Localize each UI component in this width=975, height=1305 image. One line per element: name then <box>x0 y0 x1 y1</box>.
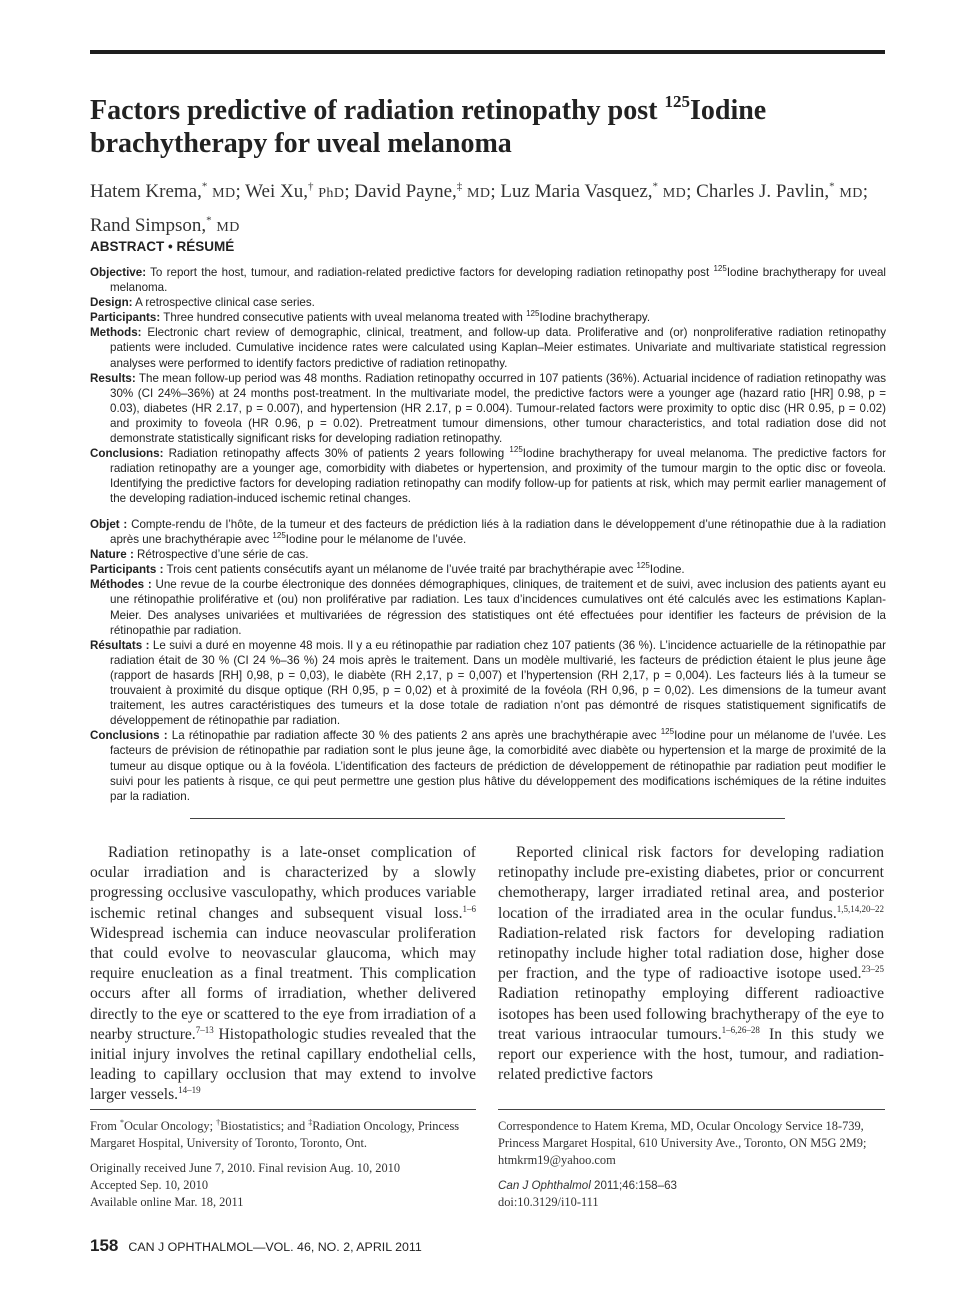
body-column-right <box>498 843 884 1085</box>
abstract-section-text: Rétrospective d’une série de cas. <box>133 548 309 562</box>
footnote-rule-right <box>498 1109 885 1110</box>
abstract-heading: ABSTRACT • RÉSUMÉ <box>90 239 235 254</box>
isotope-superscript: 125 <box>713 264 727 274</box>
abstract-section <box>90 446 886 506</box>
author-list <box>90 174 890 241</box>
correspondence-notes <box>498 1118 888 1211</box>
article-title: Factors predictive of radiation retinopathy post $^{125}$Iodine brachytherapy for uveal melanoma <box>90 91 767 159</box>
body-paragraph: Reported clinical risk factors for developing radiation retinopathy include pre-existing diabetes, prior or concurrent chemotherapy, larger irradiated retinal area, and posterior location of the irradiated area in the ocular fundus.$^{1,5,14,20-22}$ Radiation-related risk factors for developing radiation retinopathy include higher total radiation dose, higher dose per fraction, and the type of radioactive isotope used.$^{23-25}$ Radiation retinopathy employing different radioactive isotopes has been used following brachytherapy of the eye to treat various intraocular tumours.$^{1-6,26-28}$ In this study we report our experience with the host, tumour, and radiation-related predictive factors <box>498 844 884 1084</box>
page-footer <box>90 1236 422 1256</box>
body-column-left <box>90 843 476 1106</box>
abstract-section <box>90 562 886 577</box>
author-entry <box>696 181 868 202</box>
author-entry <box>90 181 245 202</box>
top-rule <box>90 50 885 54</box>
abstract-section-text: Iodine pour un mélanome de l’uvée. Les facteurs de prévision de rétinopathie par radiation sont le plus jeune âge, la comorbidité avec diabète ou hypertension et la marge de proximité de la tumeur au disque optique ou à la fovéola. L’identification des facteurs de prédiction de développement de rétinopathie par radiation peut modifier le suivi pour les patients à risque, ce qui peut permettre une gestion plus hâtive du développement des modifications ischémiques de la rétine induites par la radiation. <box>110 729 886 803</box>
abstract-section-label: Conclusions : <box>90 729 168 743</box>
abstract-section-text: Iodine brachytherapy for uveal melanoma. The predictive factors for radiation retinopathy are a younger age, comorbidity with diabetes or hypertension, and proximity of the tumour margin to the optic disc or foveola. Identifying the predictive factors for developing radiation retinopathy can modify follow-up for patients at risk, which may permit earlier management of the developing radiation-induced ischemic retinal changes. <box>110 447 886 506</box>
author-separator: ; <box>686 181 697 203</box>
doi-text: doi:10.3129/i10-111 <box>498 1195 599 1209</box>
abstract-section-text: Radiation retinopathy affects 30% of patients 2 years following <box>163 447 510 461</box>
abstract-section-text: Three hundred consecutive patients with uveal melanoma treated with <box>160 311 527 325</box>
abstract-english <box>90 265 886 507</box>
author-degree: PhD <box>318 186 345 202</box>
author-name: David Payne, <box>354 181 457 203</box>
abstract-section-text: Iodine brachytherapy for uveal melanoma. <box>110 266 886 295</box>
abstract-section-label: Nature : <box>90 548 134 562</box>
abstract-section-text: Iodine brachytherapy. <box>539 311 651 325</box>
affiliation-mark: * <box>829 181 835 193</box>
affiliation-mark: † <box>308 181 314 193</box>
abstract-section-text: A retrospective clinical case series. <box>132 296 315 310</box>
abstract-section-text: Electronic chart review of demographic, clinical, treatment, and follow-up data. Proliferative and (or) nonproliferative radiation retinopathy patients were included. Cumulative incidence rates were calculated using Kaplan–Meier estimates. Univariate and multivariate statistical regression analyses were performed to identify factors predictive of radiation retinopathy. <box>110 326 886 370</box>
section-divider <box>190 818 785 819</box>
author-degree: MD <box>212 186 236 202</box>
author-degree: MD <box>662 186 687 202</box>
abstract-section-label: Design: <box>90 296 133 310</box>
author-degree: MD <box>839 186 863 202</box>
abstract-section-text: Une revue de la courbe électronique des données démographiques, cliniques, de traitement et de suivi, avec inclusion des patients ayant eu une rétinopathie proliférative et (ou) non proliférative par radiation. Les taux d’incidences cumulatives ont été calculés avec les estimations Kaplan-Meier. Des analyses univariées et multivariées de régression des statistiques ont été effectuées pour identifier les facteurs de prévision de la rétinopathie par radiation. <box>110 578 886 637</box>
author-degree: MD <box>216 219 240 235</box>
correspondence-text: Correspondence to Hatem Krema, MD, Ocular Oncology Service 18-739, Princess Margaret Hospital, 610 University Ave., Toronto, ON M5G 2M9; htmkrm19@yahoo.com <box>498 1119 867 1167</box>
abstract-section <box>90 547 886 562</box>
abstract-section <box>90 325 886 370</box>
abstract-section-label: Conclusions: <box>90 447 164 461</box>
isotope-superscript: 125 <box>272 531 286 541</box>
abstract-section-label: Participants: <box>90 311 161 325</box>
abstract-section-text: La rétinopathie par radiation affecte 30 % des patients 2 ans après une brachythérapie avec <box>167 729 661 743</box>
abstract-section <box>90 295 886 310</box>
isotope-superscript: 125 <box>509 445 523 455</box>
affiliation-mark: ‡ <box>456 181 463 193</box>
online-date: Available online Mar. 18, 2011 <box>90 1195 244 1209</box>
running-head: CAN J OPHTHALMOL—VOL. 46, NO. 2, APRIL 2011 <box>128 1240 422 1254</box>
journal-citation: Can J Ophthalmol 2011;46:158–63 <box>498 1179 677 1192</box>
author-name: Wei Xu, <box>245 181 308 203</box>
accepted-date: Accepted Sep. 10, 2010 <box>90 1178 209 1192</box>
abstract-section <box>90 517 886 547</box>
author-name: Rand Simpson, <box>90 214 207 236</box>
author-name: Charles J. Pavlin, <box>696 181 830 203</box>
abstract-section-label: Results: <box>90 371 136 385</box>
abstract-section-label: Methods: <box>90 326 142 340</box>
affiliation-notes <box>90 1118 478 1211</box>
abstract-section-label: Objective: <box>90 266 147 279</box>
abstract-section-label: Méthodes : <box>90 578 152 592</box>
isotope-superscript: 125 <box>660 727 675 737</box>
affiliation-mark: * <box>201 181 208 193</box>
abstract-section <box>90 265 886 295</box>
abstract-section <box>90 638 886 729</box>
received-date: Originally received June 7, 2010. Final revision Aug. 10, 2010 <box>90 1161 401 1175</box>
abstract-section <box>90 310 886 325</box>
abstract-section-label: Objet : <box>90 518 128 531</box>
author-separator: ; <box>862 181 869 203</box>
footnote-rule-left <box>90 1109 476 1110</box>
abstract-section-text: The mean follow-up period was 48 months. Radiation retinopathy occurred in 107 patients (36%). Actuarial incidence of radiation retinopathy was 30% (CI 24%–36%) at 24 months post-treatment. In the multivariate model, the predictive factors were a younger age (hazard ratio [HR] 0.98, p = 0.03), diabetes (HR 2.17, p = 0.007), and hypertension (HR 2.17, p = 0.004). Tumour-related factors were proximity to optic disc (HR 0.95, p = 0.02) and proximity to foveola (HR 0.96, p = 0.02). Pretreatment tumour dimensions, other tumour characteristics, and total radiation dose did not demonstrate statistically significant risks for developing radiation retinopathy. <box>110 371 886 446</box>
author-degree: MD <box>467 186 491 202</box>
abstract-section-text: Compte-rendu de l’hôte, de la tumeur et des facteurs de prédiction liés à la radiation dans le développement d’une rétinopathie due à la radiation après une brachythérapie avec <box>110 518 886 547</box>
abstract-section <box>90 728 886 803</box>
author-name: Luz Maria Vasquez, <box>500 181 653 203</box>
isotope-superscript: 125 <box>636 561 650 571</box>
author-entry <box>90 215 240 236</box>
abstract-section-text: Iodine pour le mélanome de l’uvée. <box>285 533 467 547</box>
author-separator: ; <box>235 181 246 203</box>
abstract-section-label: Participants : <box>90 563 164 577</box>
abstract-french <box>90 517 886 804</box>
abstract-section-text: Le suivi a duré en moyenne 48 mois. Il y a eu rétinopathie par radiation chez 107 patients (36 %). L’incidence actuarielle de la rétinopathie par radiation était de 30 % (CI 24 %–36 %) 24 mois après le traitement. Dans un modèle multivarié, les facteurs de prédiction étaient le plus jeune âge (rapport de hasards [RH] 0,98, p = 0,03), le diabète (RH 2,17, p = 0,007) et l’hypertension (RH 2,17, p = 0,004). Les facteurs liés à la tumeur se trouvaient à proximité du disque optique (RH 0,95, p = 0,02) et à proximité de la fovéola (RH 0,96, p = 0,02). Les dimensions de la tumeur avant traitement, les autres caractéristiques des tumeurs et la dose totale de radiation n’ont pas démontré de risques statistiquement significatifs de développement de rétinopathie par radiation. <box>110 638 886 728</box>
author-entry <box>245 181 354 202</box>
abstract-section-text: To report the host, tumour, and radiation-related predictive factors for developing radiation retinopathy post <box>146 266 714 279</box>
page-number: 158 <box>90 1236 119 1255</box>
abstract-section <box>90 371 886 446</box>
isotope-superscript: 125 <box>526 309 540 319</box>
affiliation-mark: * <box>206 214 212 227</box>
author-name: Hatem Krema, <box>90 181 202 203</box>
author-separator: ; <box>490 181 501 203</box>
author-separator: ; <box>344 181 355 203</box>
affiliation-mark: * <box>652 181 659 193</box>
author-entry <box>500 181 696 202</box>
abstract-section-label: Résultats : <box>90 638 150 652</box>
abstract-section <box>90 577 886 637</box>
body-paragraph: Radiation retinopathy is a late-onset complication of ocular irradiation and is characterized by a slowly progressing occlusive vasculopathy, which produces variable ischemic retinal changes and subsequent visual loss.$^{1-6}$ Widespread ischemia can induce neovascular proliferation that could evolve to neovascular glaucoma, which may require enucleation as a final treatment. This complication occurs after all forms of irradiation, whether delivered directly to the eye or scattered to the eye from irradiation of a nearby structure.$^{7-13}$ Histopathologic studies revealed that the initial injury involves the retinal capillary endothelial cells, leading to capillary occlusion that may extend to involve larger vessels.$^{14-19}$ <box>90 844 476 1104</box>
abstract-section-text: Iodine. <box>649 563 685 577</box>
abstract-section-text: Trois cent patients consécutifs ayant un mélanome de l’uvée traité par brachythérapie avec <box>163 563 637 577</box>
affiliation-text: From *Ocular Oncology; †Biostatistics; and ‡Radiation Oncology, Princess Margaret Hospital, University of Toronto, Toronto, Ont. <box>90 1117 460 1150</box>
author-entry <box>354 181 500 202</box>
